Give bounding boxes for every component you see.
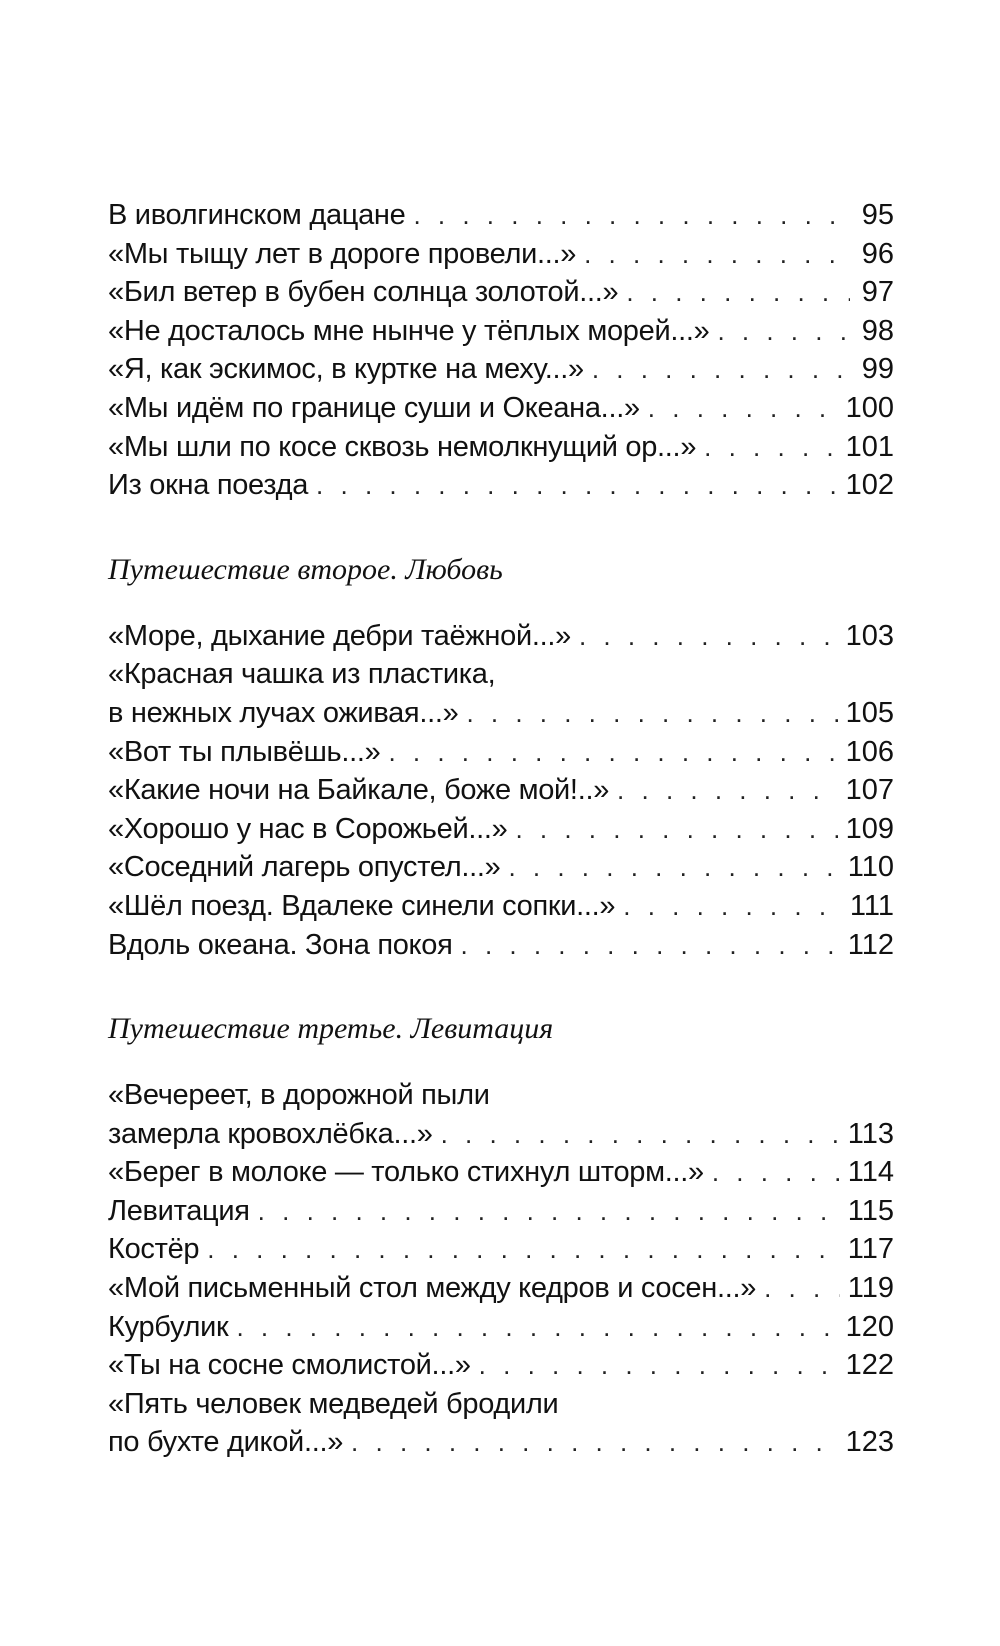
dot-leader [704,428,837,467]
toc-entry-line [108,1308,894,1347]
entry-title: «Вечереет, в дорожной пыли [108,1079,490,1112]
page-number: 95 [861,199,894,231]
entry-title: «Красная чашка из пластика, [108,658,496,691]
page-number: 97 [861,276,894,309]
toc-entry-line [108,1076,894,1115]
page-number: 113 [847,1117,894,1150]
toc-entry [108,1153,894,1192]
dot-leader [508,848,839,887]
page-number: 117 [847,1233,894,1266]
toc-entry-line [108,235,894,274]
toc-entry [108,1076,894,1153]
entry-title: В иволгинском дацане [108,199,406,231]
toc-entry [108,273,894,312]
page-number: 102 [845,469,894,502]
page-number: 120 [845,1310,894,1343]
page-number: 123 [845,1426,894,1459]
page-number: 119 [847,1272,894,1305]
entry-title: «Мы шли по косе сквозь немолкнущий ор...» [108,430,697,463]
toc-entry-line [108,273,894,312]
entry-title: «Бил ветер в бубен солнца золотой...» [108,276,619,309]
toc-entry [108,312,894,351]
entry-title: «Мы идём по границе суши и Океана...» [108,391,640,424]
toc-entry [108,733,894,772]
entry-title: «Какие ночи на Байкале, боже мой!..» [108,774,610,807]
dot-leader [584,235,850,274]
entry-title: Левитация [108,1194,250,1227]
page-number: 101 [845,430,894,463]
toc-entry-line [108,1153,894,1192]
dot-leader [623,887,842,926]
page-number: 112 [847,928,894,961]
toc-entry [108,810,894,849]
page-number: 105 [845,696,894,729]
section-heading: Путешествие второе. Любовь [108,552,503,586]
toc-entry-line [108,1346,894,1385]
toc-entry [108,617,894,656]
toc-section [108,196,894,505]
toc-entry [108,466,894,505]
dot-leader [236,1308,837,1347]
entry-title: «Вот ты плывёшь...» [108,735,381,768]
page-number: 96 [861,237,894,270]
toc-entry-line [108,350,894,389]
toc-entry [108,428,894,467]
toc-entry-line [108,196,894,235]
page-number: 98 [861,314,894,347]
toc-entry [108,1192,894,1231]
dot-leader [316,466,838,505]
toc-entry [108,1385,894,1462]
page-number: 107 [845,774,894,807]
page-number: 100 [845,391,894,424]
entry-title: «Берег в молоке — только стихнул шторм...» [108,1156,704,1189]
dot-leader [351,1423,838,1462]
entry-title: замерла кровохлёбка...» [108,1117,433,1150]
toc-entry-line [108,655,894,694]
entry-title: в нежных лучах оживая...» [108,696,459,729]
toc-entry-line [108,810,894,849]
toc-entry-line [108,887,894,926]
toc-entry-line [108,312,894,351]
toc-entry [108,771,894,810]
dot-leader [717,312,850,351]
dot-leader [258,1192,840,1231]
toc-section [108,551,894,964]
dot-leader [617,771,838,810]
page-number: 111 [849,889,894,922]
toc-entry-line [108,848,894,887]
entry-title: «Не досталось мне нынче у тёплых морей...» [108,314,710,347]
dot-leader [592,350,850,389]
page-number: 99 [861,353,894,386]
dot-leader [388,733,837,772]
toc-entry [108,848,894,887]
table-of-contents [108,196,894,1462]
toc-entry [108,887,894,926]
dot-leader [441,1115,840,1154]
toc-entry [108,196,894,235]
toc-entry-line [108,1423,894,1462]
toc-entry [108,1269,894,1308]
dot-leader [648,389,838,428]
toc-entry-line [108,694,894,733]
page-number: 115 [847,1194,894,1227]
toc-entry [108,926,894,965]
toc-section [108,1010,894,1462]
page-number: 114 [847,1156,894,1189]
toc-entry [108,655,894,732]
toc-entry-line [108,1269,894,1308]
toc-entry-line [108,617,894,656]
dot-leader [466,694,837,733]
page-number: 122 [845,1349,894,1382]
entry-title: Курбулик [108,1310,229,1343]
entry-title: «Пять человек медведей бродили [108,1387,559,1420]
toc-entry-line [108,926,894,965]
toc-entry [108,389,894,428]
entry-title: Костёр [108,1233,200,1266]
toc-entry [108,350,894,389]
entry-title: Вдоль океана. Зона покоя [108,928,453,961]
entry-title: «Шёл поезд. Вдалеке синели сопки...» [108,889,616,922]
entry-title: Из окна поезда [108,469,309,502]
entry-title: «Хорошо у нас в Сорожьей...» [108,812,508,845]
dot-leader [626,273,850,312]
toc-entry [108,235,894,274]
dot-leader [413,196,850,235]
dot-leader [764,1269,840,1308]
page-number: 109 [845,812,894,845]
entry-title: «Я, как эскимос, в куртке на меху...» [108,353,584,386]
toc-entry-line [108,389,894,428]
page-number: 110 [847,851,894,884]
toc-entry-line [108,771,894,810]
toc-entry-line [108,1385,894,1424]
dot-leader [461,926,840,965]
dot-leader [579,617,838,656]
page-number: 103 [845,619,894,652]
toc-entry-line [108,466,894,505]
toc-entry-line [108,1115,894,1154]
entry-title: «Море, дыхание дебри таёжной...» [108,619,571,652]
dot-leader [479,1346,838,1385]
toc-entry [108,1230,894,1269]
toc-entry-line [108,733,894,772]
dot-leader [515,810,837,849]
toc-entry-line [108,428,894,467]
dot-leader [712,1153,840,1192]
toc-entry-line [108,1230,894,1269]
dot-leader [207,1230,840,1269]
toc-entry [108,1346,894,1385]
entry-title: «Мой письменный стол между кедров и сосен...» [108,1272,757,1305]
entry-title: по бухте дикой...» [108,1426,344,1459]
entry-title: «Мы тыщу лет в дороге провели...» [108,237,577,270]
page-number: 106 [845,735,894,768]
toc-entry-line [108,1192,894,1231]
entry-title: «Соседний лагерь опустел...» [108,851,501,884]
section-heading: Путешествие третье. Левитация [108,1012,554,1046]
toc-entry [108,1308,894,1347]
entry-title: «Ты на сосне смолистой...» [108,1349,471,1382]
